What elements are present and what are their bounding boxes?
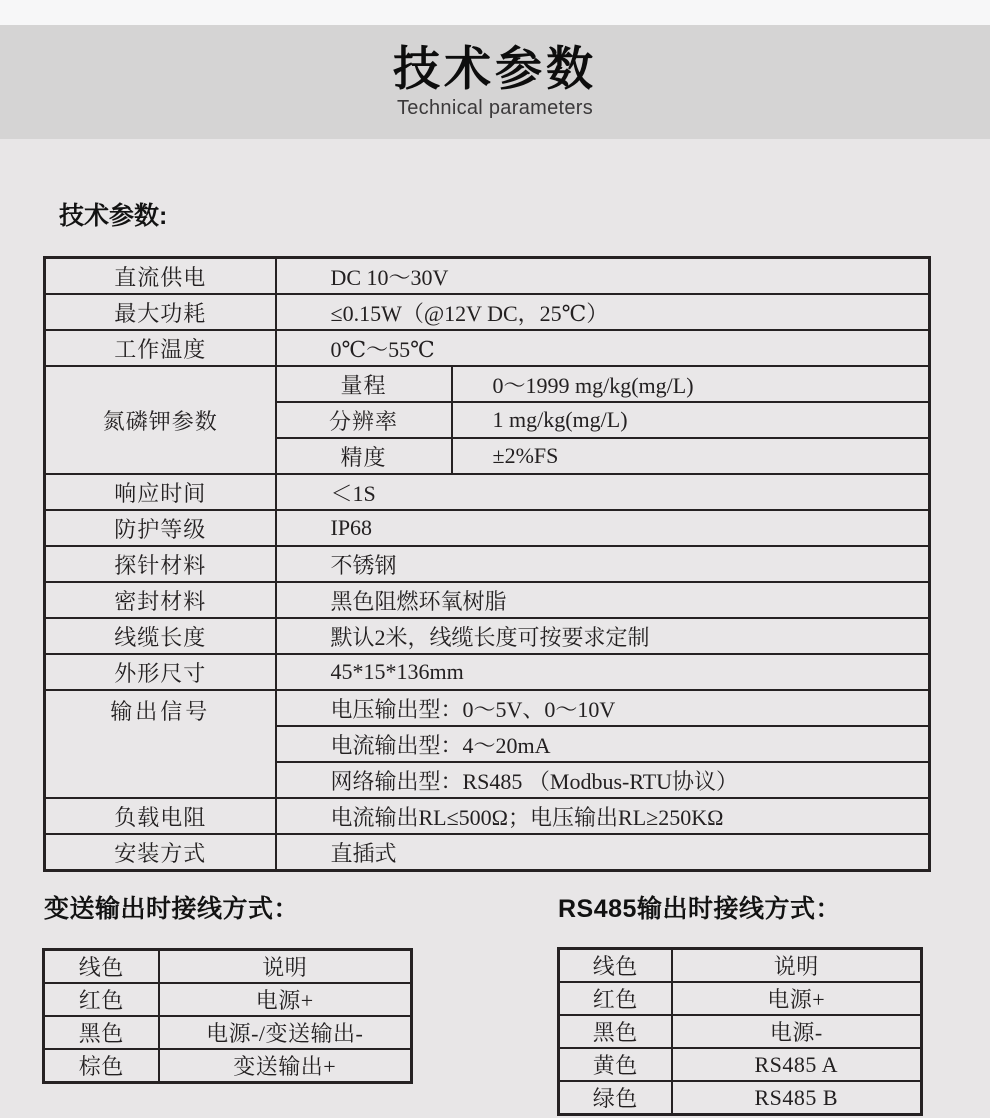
table-row xyxy=(45,798,930,834)
wire-desc-cell: 变送输出+ xyxy=(159,1049,412,1083)
spec-label-max-power: 最大功耗 xyxy=(45,294,276,330)
table-row xyxy=(45,510,930,546)
rs485-wiring-heading: RS485输出时接线方式： xyxy=(558,895,841,923)
spec-value-dc-power: DC 10～30V xyxy=(276,258,930,295)
spec-label-npk-params: 氮磷钾参数 xyxy=(45,366,276,474)
spec-label-dimensions: 外形尺寸 xyxy=(45,654,276,690)
table-row xyxy=(45,294,930,330)
table-row xyxy=(45,834,930,871)
page-subtitle: Technical parameters xyxy=(396,96,594,119)
spec-value-network-output: 网络输出型：RS485 （Modbus-RTU协议） xyxy=(276,762,930,798)
page-title: 技术参数 xyxy=(393,42,597,96)
spec-value-max-power: ≤0.15W（@12V DC，25℃） xyxy=(276,294,930,330)
wire-color-cell: 红色 xyxy=(559,982,672,1015)
table-row xyxy=(45,654,930,690)
spec-subname-range: 量程 xyxy=(276,366,452,402)
table-row xyxy=(44,950,412,984)
spec-value-cable-length: 默认2米，线缆长度可按要求定制 xyxy=(276,618,930,654)
wire-desc-cell: 电源-/变送输出- xyxy=(159,1016,412,1049)
spec-label-probe-material: 探针材料 xyxy=(45,546,276,582)
spec-value-dimensions: 45*15*136mm xyxy=(276,654,930,690)
table-row xyxy=(559,982,922,1015)
spec-value-current-output: 电流输出型：4～20mA xyxy=(276,726,930,762)
table-row xyxy=(559,1015,922,1048)
wire-color-cell: 黑色 xyxy=(559,1015,672,1048)
table-row xyxy=(44,983,412,1016)
spec-subvalue-resolution: 1 mg/kg(mg/L) xyxy=(452,402,930,438)
spec-subname-resolution: 分辨率 xyxy=(276,402,452,438)
spec-value-protection: IP68 xyxy=(276,510,930,546)
table-row xyxy=(45,474,930,510)
spec-value-seal-material: 黑色阻燃环氧树脂 xyxy=(276,582,930,618)
table-row xyxy=(45,366,930,402)
table-row xyxy=(45,258,930,295)
spec-subvalue-range: 0～1999 mg/kg(mg/L) xyxy=(452,366,930,402)
rs485-wiring-table xyxy=(557,947,923,1116)
wire-color-cell: 红色 xyxy=(44,983,159,1016)
wire-desc-cell: 电源+ xyxy=(672,982,922,1015)
table-row xyxy=(45,618,930,654)
spec-label-work-temp: 工作温度 xyxy=(45,330,276,366)
col-header-wire-color: 线色 xyxy=(559,949,672,983)
spec-label-dc-power: 直流供电 xyxy=(45,258,276,295)
spec-label-install-method: 安装方式 xyxy=(45,834,276,871)
spec-label-cable-length: 线缆长度 xyxy=(45,618,276,654)
wire-color-cell: 绿色 xyxy=(559,1081,672,1115)
spec-table xyxy=(43,256,931,872)
col-header-description: 说明 xyxy=(672,949,922,983)
spec-label-load-resistance: 负载电阻 xyxy=(45,798,276,834)
wire-desc-cell: RS485 B xyxy=(672,1081,922,1115)
spec-label-seal-material: 密封材料 xyxy=(45,582,276,618)
spec-value-work-temp: 0℃～55℃ xyxy=(276,330,930,366)
table-row xyxy=(44,1049,412,1083)
top-strip xyxy=(0,0,990,25)
spec-label-output-signal: 输出信号 xyxy=(45,690,276,798)
transmit-wiring-heading: 变送输出时接线方式： xyxy=(44,895,300,923)
wire-desc-cell: 电源- xyxy=(672,1015,922,1048)
col-header-wire-color: 线色 xyxy=(44,950,159,984)
table-row xyxy=(45,690,930,726)
spec-value-response-time: ＜1S xyxy=(276,474,930,510)
wire-desc-cell: 电源+ xyxy=(159,983,412,1016)
spec-value-load-resistance: 电流输出RL≤500Ω；电压输出RL≥250KΩ xyxy=(276,798,930,834)
table-row xyxy=(559,949,922,983)
spec-subvalue-accuracy: ±2%FS xyxy=(452,438,930,474)
wire-color-cell: 黑色 xyxy=(44,1016,159,1049)
spec-label-response-time: 响应时间 xyxy=(45,474,276,510)
section-label: 技术参数: xyxy=(59,202,168,230)
table-row xyxy=(45,330,930,366)
col-header-description: 说明 xyxy=(159,950,412,984)
table-row xyxy=(45,546,930,582)
table-row xyxy=(559,1081,922,1115)
wire-color-cell: 黄色 xyxy=(559,1048,672,1081)
spec-subname-accuracy: 精度 xyxy=(276,438,452,474)
spec-value-voltage-output: 电压输出型：0～5V、0～10V xyxy=(276,690,930,726)
spec-label-protection: 防护等级 xyxy=(45,510,276,546)
transmit-wiring-table xyxy=(42,948,413,1084)
spec-value-probe-material: 不锈钢 xyxy=(276,546,930,582)
table-row xyxy=(44,1016,412,1049)
wire-desc-cell: RS485 A xyxy=(672,1048,922,1081)
wire-color-cell: 棕色 xyxy=(44,1049,159,1083)
table-row xyxy=(45,582,930,618)
spec-value-install-method: 直插式 xyxy=(276,834,930,871)
header-band xyxy=(0,25,990,139)
table-row xyxy=(559,1048,922,1081)
